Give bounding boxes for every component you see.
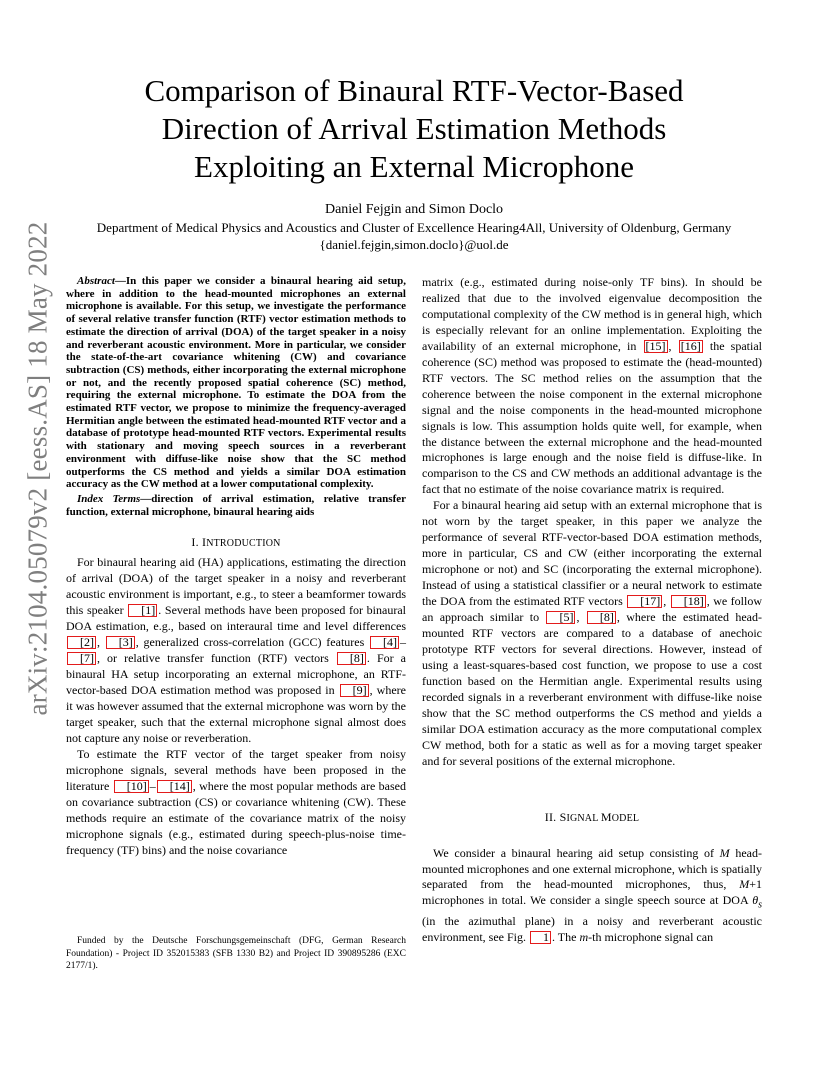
left-column (66, 275, 406, 858)
citation-link[interactable]: [15] (645, 338, 666, 353)
citation-link[interactable]: [8] (587, 611, 616, 624)
paper-affiliation: Department of Medical Physics and Acoustics and Cluster of Excellence Hearing4All, University of Oldenburg, Germany (96, 220, 732, 235)
citation-link[interactable]: [10] (114, 780, 149, 793)
figure-link[interactable]: 1 (530, 931, 551, 944)
paper-email: {daniel.fejgin,simon.doclo}@uol.de (319, 237, 509, 252)
index-terms (66, 493, 406, 518)
citation-link[interactable]: [3] (106, 636, 135, 649)
index-terms-lead: Index Terms (77, 492, 141, 505)
right-paragraph-1: matrix (e.g., estimated during noise-only TF bins). In should be realized that due to the involved eigenvalue decomposition the computational complexity of the CW method is in general high, which is especially relevant for an online implementation. Exploiting the availability of an external microphone, in [15] , [16] the spatial coherence (SC) method was proposed to estimate the (head-mounted) RTF vectors. The SC method relies on the assumption that the coherence between the noise component in the external microphone signal and the noise components in the head-mounted microphone signals is low. This assumption holds quite well, for example, when the distance between the external microphone and the head-mounted microphones is large enough and the noise field is diffuse-like. In comparison to the CS and CW methods an additional advantage is the fact that no estimate of the noise covariance matrix is required. (422, 275, 762, 497)
citation-link[interactable]: [4] (370, 636, 399, 649)
abstract-lead: Abstract (77, 275, 115, 287)
paper-title: Comparison of Binaural RTF-Vector-Based Direction of Arrival Estimation Methods Exploiting an External Microphone (144, 73, 684, 184)
arxiv-identifier: arXiv:2104.05079v2 [eess.AS] 18 May 2022 (22, 221, 53, 715)
abstract (66, 275, 406, 491)
citation-link[interactable]: [17] (627, 595, 662, 608)
right-paragraph-2: For a binaural hearing aid setup with an external microphone that is not worn by the target speaker, in this paper we analyze the performance of several RTF-vector-based DOA estimation methods, more in particular, CS and CW (either incorporating the external microphone or not) and SC (incorporating the external microphone). Instead of using a statistical classifier or a neural network to estimate the DOA from the estimated RTF vectors [17] , [18] , we follow an approach similar to [5] , [8] , where the estimated head-mounted RTF vectors are compared to a database of anechoic prototype RTF vectors for several directions. However, instead of using a least-squares-based cost function, we propose to use a cost function based on the Hermitian angle. Experimental results using recorded signals in a reverberant environment with diffuse-like noise show that the SC method outperforms the CS method and yields a similar DOA estimation accuracy as the more computational complex CW method, both for a static as well as for a moving target speaker and for several positions of the external microphone. (422, 498, 763, 768)
citation-link[interactable]: [18] (671, 595, 706, 608)
arxiv-stamp (16, 221, 60, 715)
intro-paragraph-2: To estimate the RTF vector of the target speaker from noisy microphone signals, several methods have been proposed in the literature [10] – [14] , where the most popular methods are based on covariance subtraction (CS) or covariance whitening (CW). These methods require an estimate of the covariance matrix of the noisy microphone signals (e.g., estimated during speech-plus-noise time-frequency (TF) bins) and the noise covariance (66, 746, 406, 857)
paper-authors: Daniel Fejgin and Simon Doclo (324, 202, 504, 217)
citation-link[interactable]: [16] (680, 338, 701, 353)
intro-paragraph-1: For binaural hearing aid (HA) applications, estimating the direction of arrival (DOA) of the target speaker in a noisy and reverberant acoustic environment is important, e.g., to steer a beamformer towards this speaker [1] . Several methods have been proposed for binaural DOA estimation, e.g., based on interaural time and level differences [2] , [3] , generalized cross-correlation (GCC) features [4] –[7] , or relative transfer function (RTF) vectors [8] . For a binaural HA setup incorporating an external microphone, an RTF-vector-based DOA estimation method was proposed in [9] , where it was however assumed that the external microphone was worn by the target speaker, such that the external microphone signal almost does not capture any noise or reverberation. (66, 555, 407, 745)
right-column (422, 275, 762, 946)
citation-link[interactable]: [2] (67, 636, 96, 649)
citation-link[interactable]: [14] (157, 780, 192, 793)
section-heading-signal-model: II. SIGNAL MODEL (544, 809, 640, 824)
citation-link[interactable]: [8] (337, 652, 366, 665)
citation-link[interactable]: [1] (128, 604, 157, 617)
signal-model-paragraph-1: We consider a binaural hearing aid setup consisting of M head-mounted microphones and one external microphone, which is spatially separated from the head-mounted microphones, thus, M+1 microphones in total. We consider a single speech source at DOA $\theta_s$ (in the azimuthal plane) in a noisy and reverberant acoustic environment, see Fig. 1 . The m-th microphone signal can (422, 845, 762, 944)
citation-link[interactable]: [9] (340, 684, 369, 697)
index-terms-text: —direction of arrival estimation, relative transfer function, external microphone, binaural hearing aids (66, 492, 406, 518)
section-heading-introduction: I. INTRODUCTION (191, 535, 281, 550)
citation-link[interactable]: [7] (67, 652, 96, 665)
abstract-text: —In this paper we consider a binaural hearing aid setup, where in addition to the head-mounted microphones an external microphone is available. For this setup, we investigate the performance of several relative transfer function (RTF) vector estimation methods to estimate the direction of arrival (DOA) of the target speaker in a noisy and reverberant acoustic environment. More in particular, we consider the state-of-the-art covariance whitening (CW) and covariance subtraction (CS) methods, either incorporating the external microphone or not, and the recently proposed spatial coherence (SC) method, requiring the external microphone. To estimate the DOA from the estimated RTF vector, we propose to minimize the frequency-averaged Hermitian angle between the estimated head-mounted RTF vector and a database of prototype head-mounted RTF vectors. Experimental results with stationary and moving speech sources in a reverberant environment with diffuse-like noise show that the SC method outperforms the CS method and yields a similar DOA estimation accuracy as the CW method at a lower computational complexity. (66, 275, 406, 491)
citation-link[interactable]: [5] (546, 611, 575, 624)
funding-footnote: Funded by the Deutsche Forschungsgemeinschaft (DFG, German Research Foundation) - Project ID 352015383 (SFB 1330 B2) and Project ID 390895286 (EXC 2177/1). (66, 936, 406, 972)
